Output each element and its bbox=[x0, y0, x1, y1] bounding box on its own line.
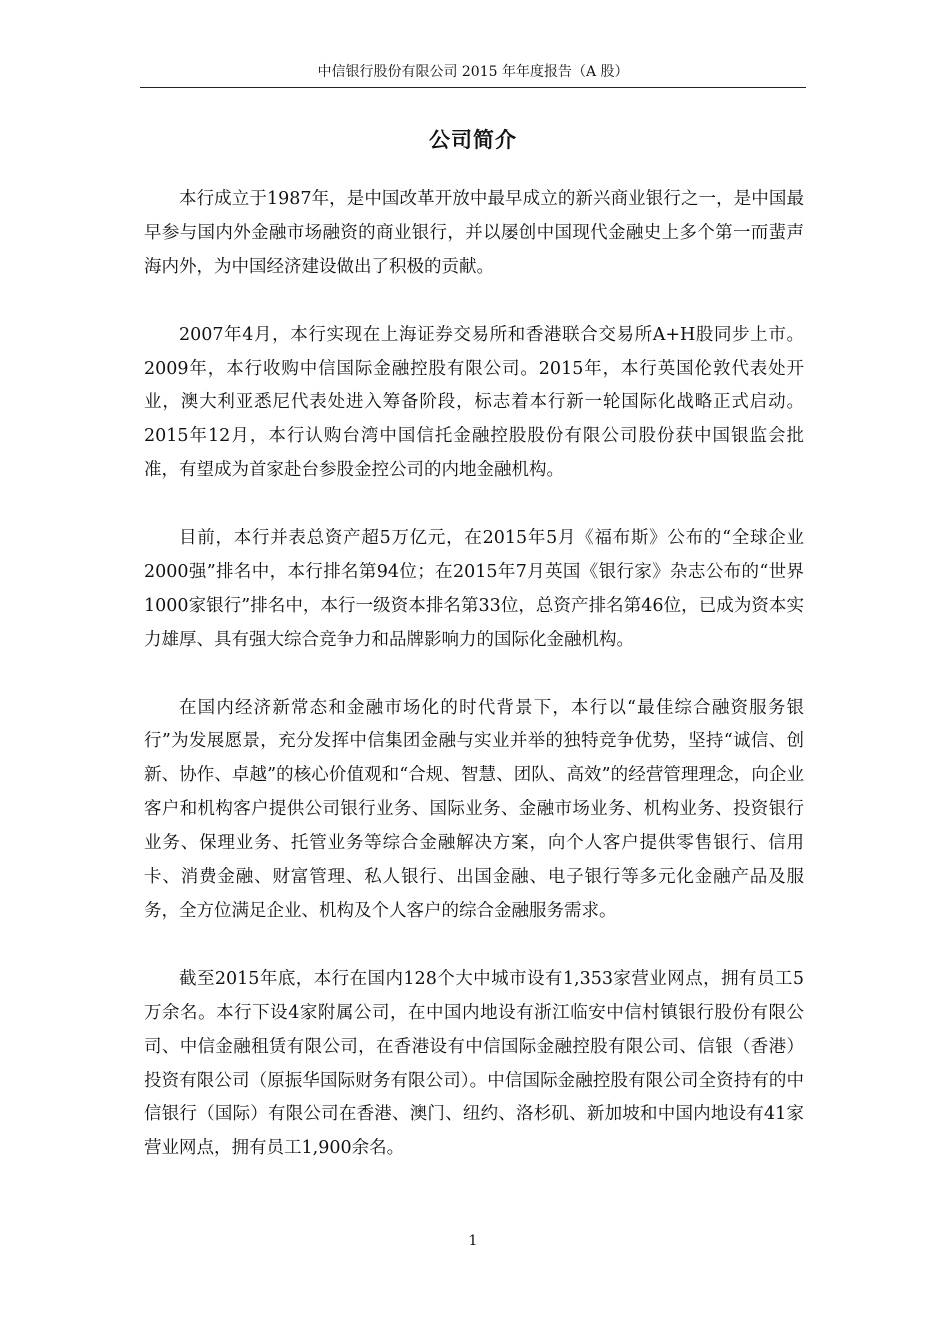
header-divider bbox=[140, 87, 806, 88]
paragraph-listing: 2007年4月，本行实现在上海证券交易所和香港联合交易所A+H股同步上市。2009年，本行收购中信国际金融控股有限公司。2015年，本行英国伦敦代表处开业，澳大利亚悉尼代表处进入筹备阶段，标志着本行新一轮国际化战略正式启动。2015年12月，本行认购台湾中国信托金融控股股份有限公司股份获中国银监会批准，有望成为首家赴台参股金控公司的内地金融机构。 bbox=[144, 324, 804, 481]
body-text bbox=[144, 183, 804, 1200]
page-number: 1 bbox=[468, 1233, 478, 1249]
page-title: 公司简介 bbox=[429, 127, 517, 152]
paragraph-network: 截至2015年底，本行在国内128个大中城市设有1,353家营业网点，拥有员工5万余名。本行下设4家附属公司，在中国内地设有浙江临安中信村镇银行股份有限公司、中信金融租赁有限公司，在香港设有中信国际金融控股有限公司、信银（香港）投资有限公司（原振华国际财务有限公司）。中信国际金融控股有限公司全资持有的中信银行（国际）有限公司在香港、澳门、纽约、洛杉矶、新加坡和中国内地设有41家营业网点，拥有员工1,900余名。 bbox=[144, 968, 804, 1159]
paragraph-strategy: 在国内经济新常态和金融市场化的时代背景下，本行以“最佳综合融资服务银行”为发展愿景，充分发挥中信集团金融与实业并举的独特竞争优势，坚持“诚信、创新、协作、卓越”的核心价值观和“合规、智慧、团队、高效”的经营管理理念，向企业客户和机构客户提供公司银行业务、国际业务、金融市场业务、机构业务、投资银行业务、保理业务、托管业务等综合金融解决方案，向个人客户提供零售银行、信用卡、消费金融、财富管理、私人银行、出国金融、电子银行等多元化金融产品及服务，全方位满足企业、机构及个人客户的综合金融服务需求。 bbox=[144, 697, 804, 921]
paragraph-rankings: 目前，本行并表总资产超5万亿元，在2015年5月《福布斯》公布的“全球企业2000强”排名中，本行排名第94位；在2015年7月英国《银行家》杂志公布的“世界1000家银行”排名中，本行一级资本排名第33位，总资产排名第46位，已成为资本实力雄厚、具有强大综合竞争力和品牌影响力的国际化金融机构。 bbox=[144, 528, 804, 650]
running-header: 中信银行股份有限公司 2015 年年度报告（A 股） bbox=[317, 64, 629, 80]
paragraph-founding: 本行成立于1987年，是中国改革开放中最早成立的新兴商业银行之一，是中国最早参与国内外金融市场融资的商业银行，并以屡创中国现代金融史上多个第一而蜚声海内外，为中国经济建设做出了积极的贡献。 bbox=[144, 189, 804, 277]
